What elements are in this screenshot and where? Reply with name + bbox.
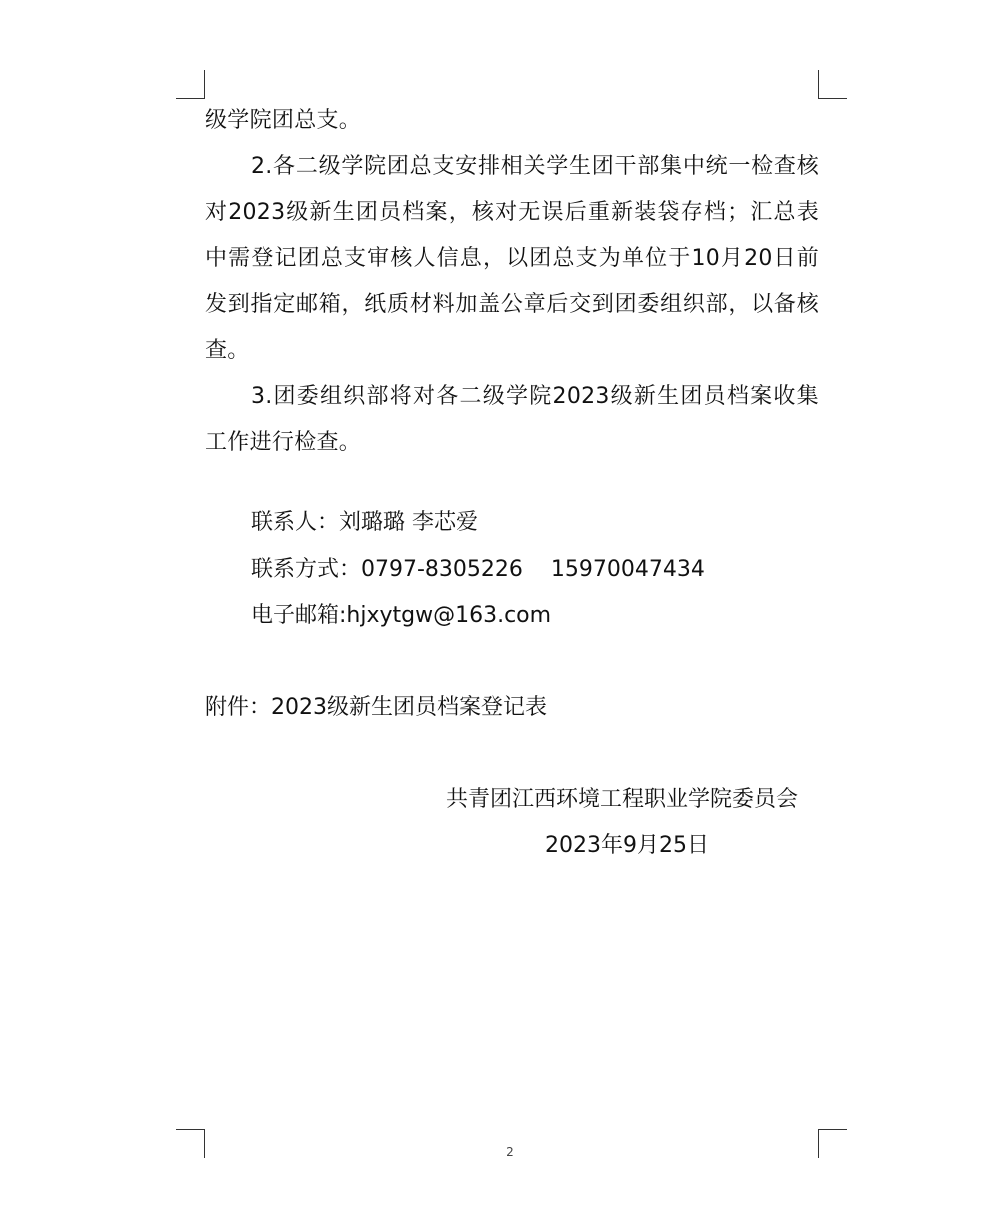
item-3-paragraph: 3.团委组织部将对各二级学院2023级新生团员档案收集工作进行检查。 (205, 384, 819, 455)
contact-email: 电子邮箱:hjxytgw@163.com (251, 603, 552, 628)
signature-date: 2023年9月25日 (545, 833, 709, 858)
attachment-line: 附件：2023级新生团员档案登记表 (205, 695, 547, 720)
crop-mark-bottom-right (818, 1129, 847, 1158)
page-number: 2 (506, 1145, 514, 1159)
crop-mark-bottom-left (176, 1129, 205, 1158)
signature-organization: 共青团江西环境工程职业学院委员会 (446, 787, 799, 812)
item-2-paragraph: 2.各二级学院团总支安排相关学生团干部集中统一检查核对2023级新生团员档案，核对无误后重新装袋存档；汇总表中需登记团总支审核人信息，以团总支为单位于10月20日前发到指定邮箱，纸质材料加盖公章后交到团委组织部，以备核查。 (205, 154, 819, 363)
crop-mark-top-right (818, 70, 847, 99)
crop-mark-top-left (176, 70, 205, 99)
body-text (205, 98, 819, 466)
contact-person: 联系人：刘璐璐 李芯爱 (251, 510, 478, 535)
continuation-paragraph: 级学院团总支。 (205, 108, 362, 133)
contact-phone: 联系方式：0797-8305226 15970047434 (251, 557, 705, 582)
